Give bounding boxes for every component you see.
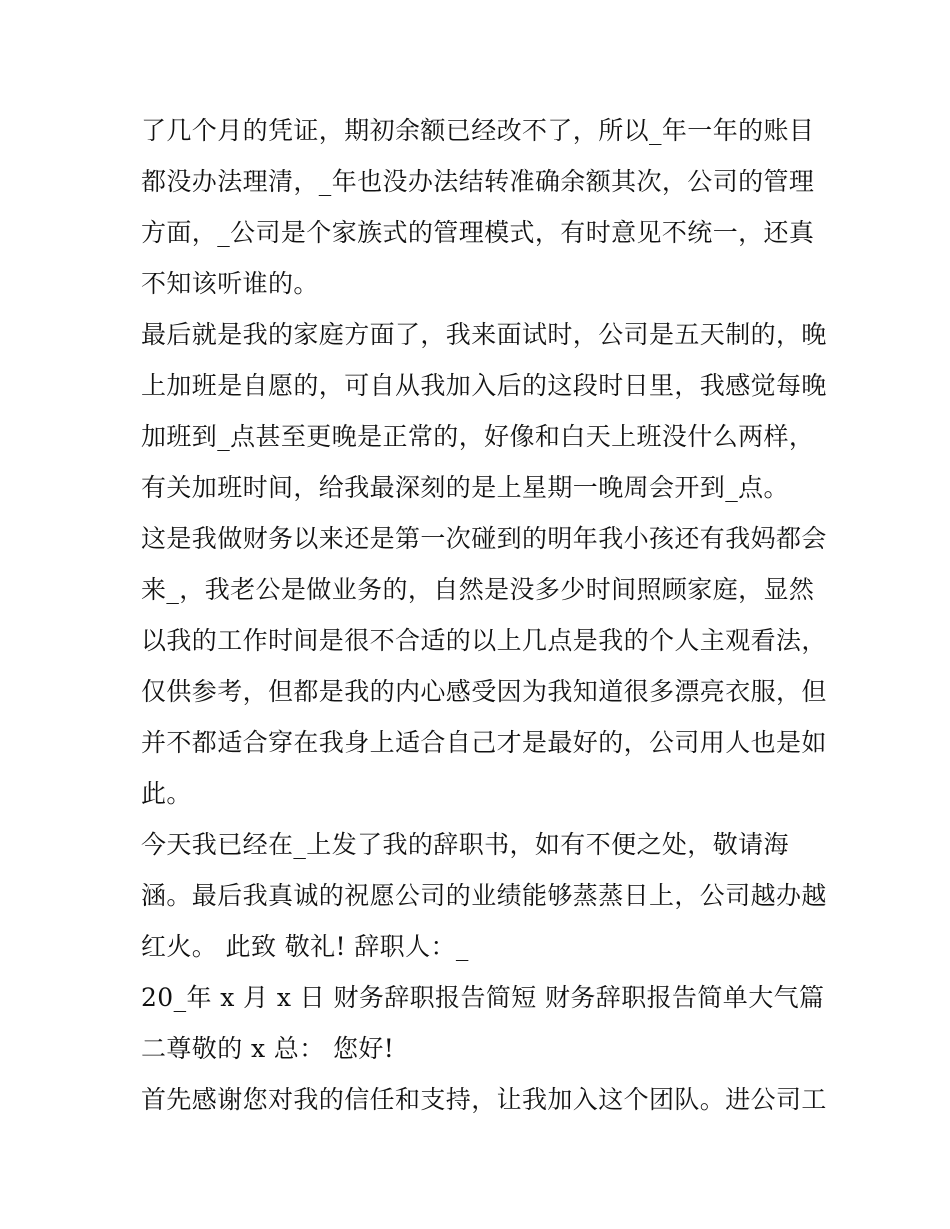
text-line: 这是我做财务以来还是第一次碰到的明年我小孩还有我妈都会 [141, 524, 827, 553]
text-line: 方面，_公司是个家族式的管理模式，有时意见不统一，还真 [141, 218, 815, 247]
text-line: 不知该听谁的。 [141, 269, 319, 298]
text-line: 来_，我老公是做业务的，自然是没多少时间照顾家庭，显然 [141, 575, 815, 604]
text-line: 今天我已经在_上发了我的辞职书，如有不便之处，敬请海 [141, 830, 789, 859]
body-text [141, 105, 827, 1125]
text-line: 二尊敬的 x 总： 您好! [141, 1034, 395, 1063]
text-line: 20_年 x 月 x 日 财务辞职报告简短 财务辞职报告简单大气篇 [141, 983, 825, 1012]
text-line: 有关加班时间，给我最深刻的是上星期一晚周会开到_点。 [141, 473, 789, 502]
text-line: 红火。 此致 敬礼! 辞职人：_ [141, 932, 469, 961]
text-line: 最后就是我的家庭方面了，我来面试时，公司是五天制的，晚 [141, 320, 827, 349]
text-line: 上加班是自愿的，可自从我加入后的这段时日里，我感觉每晚 [141, 371, 827, 400]
text-line: 并不都适合穿在我身上适合自己才是最好的，公司用人也是如 [141, 728, 827, 757]
text-line: 仅供参考，但都是我的内心感受因为我知道很多漂亮衣服，但 [141, 677, 827, 706]
text-line: 了几个月的凭证，期初余额已经改不了，所以_年一年的账目 [141, 116, 815, 145]
text-line: 加班到_点甚至更晚是正常的，好像和白天上班没什么两样， [141, 422, 815, 451]
text-line: 都没办法理清，_年也没办法结转准确余额其次，公司的管理 [141, 167, 815, 196]
text-line: 以我的工作时间是很不合适的以上几点是我的个人主观看法， [141, 626, 827, 655]
text-line: 首先感谢您对我的信任和支持，让我加入这个团队。进公司工 [141, 1085, 827, 1114]
text-line: 涵。最后我真诚的祝愿公司的业绩能够蒸蒸日上，公司越办越 [141, 881, 827, 910]
text-line: 此。 [141, 779, 192, 808]
